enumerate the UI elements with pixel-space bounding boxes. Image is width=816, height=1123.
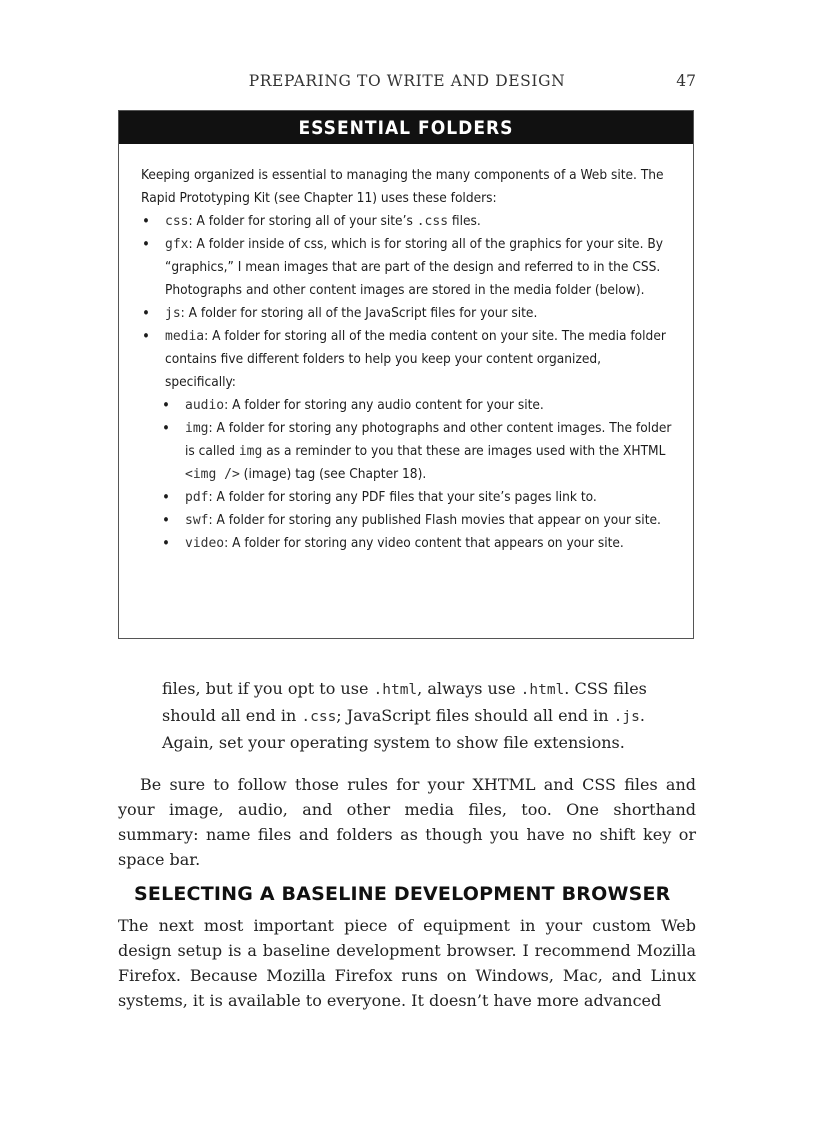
folder-code: pdf: [185, 490, 209, 505]
item-text: : A folder inside of css, which is for storing all of the graphics for your site. By “graphics,” I mean images that are part of the design and referred to in the CSS. Photographs and other content images are stored in the media folder (below).: [165, 236, 663, 298]
folder-code: media: [165, 329, 205, 344]
inline-code: .html: [373, 682, 418, 698]
essential-folders-sidebar: [118, 110, 694, 639]
folder-code: css: [165, 214, 189, 229]
list-item: [141, 325, 673, 555]
item-text: : A folder for storing any published Flash movies that appear on your site.: [208, 512, 661, 528]
text-run: . CSS files should all end in: [162, 679, 647, 725]
text-run: files, but if you opt to use: [162, 679, 374, 698]
sidebar-intro: Keeping organized is essential to managing the many components of a Web site. The Rapid Prototyping Kit (see Chapter 11) uses these folders:: [141, 167, 664, 206]
folder-code: audio: [185, 398, 225, 413]
item-text: files.: [448, 213, 481, 229]
sidebar-title: ESSENTIAL FOLDERS: [119, 111, 693, 144]
folder-code: gfx: [165, 237, 189, 252]
text-run: ; JavaScript files should all end in: [336, 706, 614, 725]
list-item: [141, 509, 673, 532]
continued-paragraph: [162, 676, 696, 755]
item-text: : A folder for storing any PDF files that your site’s pages link to.: [208, 489, 597, 505]
folder-code: img: [185, 421, 209, 436]
page-number: 47: [676, 72, 696, 90]
text-run: , always use: [417, 679, 521, 698]
running-title: PREPARING TO WRITE AND DESIGN: [248, 72, 566, 90]
folder-code: video: [185, 536, 225, 551]
item-text: : A folder for storing any audio content for your site.: [224, 397, 544, 413]
list-item: [141, 394, 673, 417]
item-text: : A folder for storing any photographs and other content images. The folder is called: [185, 420, 672, 459]
body-paragraph: Be sure to follow those rules for your XHTML and CSS files and your image, audio, and other media files, too. One shorthand summary: name files and folders as though you have no shift key or space bar.: [118, 775, 696, 869]
item-text: : A folder for storing all of the media content on your site. The media folder contains five different folders to help you keep your content organized, specifically:: [165, 328, 666, 390]
section-paragraph: The next most important piece of equipment in your custom Web design setup is a baseline development browser. I recommend Mozilla Firefox. Because Mozilla Firefox runs on Windows, Mac, and Linux systems, it is available to everyone. It doesn’t have more advanced: [118, 916, 696, 1010]
section-heading: SELECTING A BASELINE DEVELOPMENT BROWSER: [134, 883, 671, 905]
inline-code: img: [238, 444, 263, 459]
extension-code: .css: [416, 214, 449, 229]
list-item: [141, 417, 673, 486]
item-text: as a reminder to you that these are images used with the XHTML: [262, 443, 666, 459]
inline-code: .js: [613, 709, 640, 725]
list-item: [141, 233, 673, 302]
text-run: . Again, set your operating system to show file extensions.: [162, 706, 645, 752]
sidebar-body: [119, 144, 693, 555]
item-text: : A folder for storing all of your site’s: [188, 213, 417, 229]
item-text: : A folder for storing any video content that appears on your site.: [224, 535, 624, 551]
folder-code: swf: [185, 513, 209, 528]
list-item: [141, 210, 673, 233]
inline-code: .html: [520, 682, 565, 698]
folder-list: [141, 210, 673, 555]
list-item: [141, 302, 673, 325]
running-head: [118, 72, 696, 92]
continued-list-text: [118, 676, 696, 755]
item-text: (image) tag (see Chapter 18).: [239, 466, 427, 482]
list-item: [141, 486, 673, 509]
inline-code: .css: [301, 709, 337, 725]
inline-code: <img />: [185, 467, 240, 482]
media-subfolder-list: [141, 394, 673, 555]
list-item: [141, 532, 673, 555]
item-text: : A folder for storing all of the JavaScript files for your site.: [180, 305, 538, 321]
folder-code: js: [165, 306, 181, 321]
